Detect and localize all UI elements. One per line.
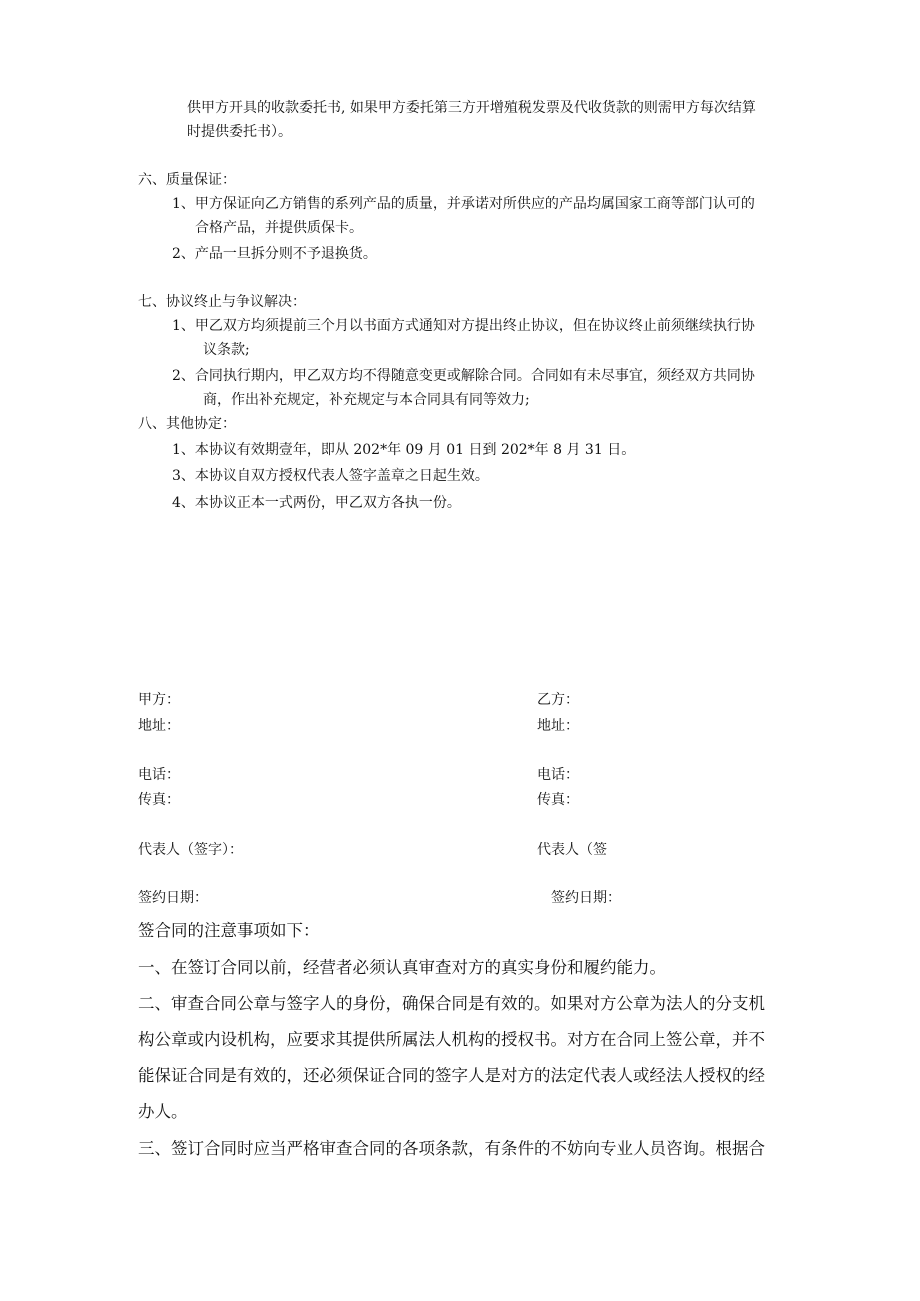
continuation-line-2: 时提供委托书）。 [187, 124, 292, 140]
party-a-fax: 传真： [138, 792, 180, 808]
party-b-label: 乙方： [537, 692, 579, 708]
section-7-item-1-line-1: 1、甲乙双方均须提前三个月以书面方式通知对方提出终止协议，但在协议终止前须继续执行协 [172, 318, 755, 334]
party-b-representative: 代表人（签 [537, 842, 607, 858]
party-b-phone: 电话： [537, 767, 579, 783]
party-a-representative: 代表人（签字）： [138, 842, 243, 858]
notes-paragraph-2-line-1: 二、审查合同公章与签字人的身份，确保合同是有效的。如果对方公章为法人的分支机 [138, 994, 765, 1013]
section-7-item-2-line-2: 商，作出补充规定，补充规定与本合同具有同等效力; [203, 392, 530, 408]
section-8-item-1: 1、本协议有效期壹年，即从 202*年 09 月 01 日到 202*年 8 月 31 日。 [172, 442, 636, 458]
notes-paragraph-2-line-3: 能保证合同是有效的，还必须保证合同的签字人是对方的法定代表人或经法人授权的经 [138, 1066, 765, 1085]
notes-paragraph-1: 一、在签订合同以前，经营者必须认真审查对方的真实身份和履约能力。 [138, 958, 666, 977]
party-b-fax: 传真： [537, 792, 579, 808]
notes-paragraph-3-line-1: 三、签订合同时应当严格审查合同的各项条款，有条件的不妨向专业人员咨询。根据合 [138, 1139, 765, 1158]
section-8-item-4: 4、本协议正本一式两份，甲乙双方各执一份。 [172, 495, 461, 511]
notes-title: 签合同的注意事项如下： [138, 921, 320, 940]
party-a-sign-date: 签约日期： [138, 890, 208, 906]
party-b-sign-date: 签约日期： [551, 890, 621, 906]
notes-paragraph-2-line-2: 构公章或内设机构，应要求其提供所属法人机构的授权书。对方在合同上签公章，并不 [138, 1030, 765, 1049]
party-b-address: 地址： [537, 718, 579, 734]
party-a-label: 甲方： [138, 692, 180, 708]
section-7-item-2-line-1: 2、合同执行期内，甲乙双方均不得随意变更或解除合同。合同如有未尽事宜，须经双方共同协 [172, 368, 755, 384]
section-6-item-1-line-2: 合格产品，并提供质保卡。 [195, 220, 363, 236]
section-6-item-2: 2、产品一旦拆分则不予退换货。 [172, 246, 377, 262]
party-a-phone: 电话： [138, 767, 180, 783]
continuation-line-1: 供甲方开具的收款委托书, 如果甲方委托第三方开增殖税发票及代收货款的则需甲方每次结算 [187, 100, 756, 116]
section-8-heading: 八、其他协定： [138, 416, 236, 432]
section-6-heading: 六、质量保证： [138, 172, 236, 188]
section-7-heading: 七、协议终止与争议解决： [138, 294, 306, 310]
notes-paragraph-2-line-4: 办人。 [138, 1102, 188, 1121]
party-a-address: 地址： [138, 718, 180, 734]
section-7-item-1-line-2: 议条款; [203, 342, 250, 358]
section-6-item-1-line-1: 1、甲方保证向乙方销售的系列产品的质量，并承诺对所供应的产品均属国家工商等部门认可的 [172, 196, 755, 212]
section-8-item-3: 3、本协议自双方授权代表人签字盖章之日起生效。 [172, 468, 489, 484]
